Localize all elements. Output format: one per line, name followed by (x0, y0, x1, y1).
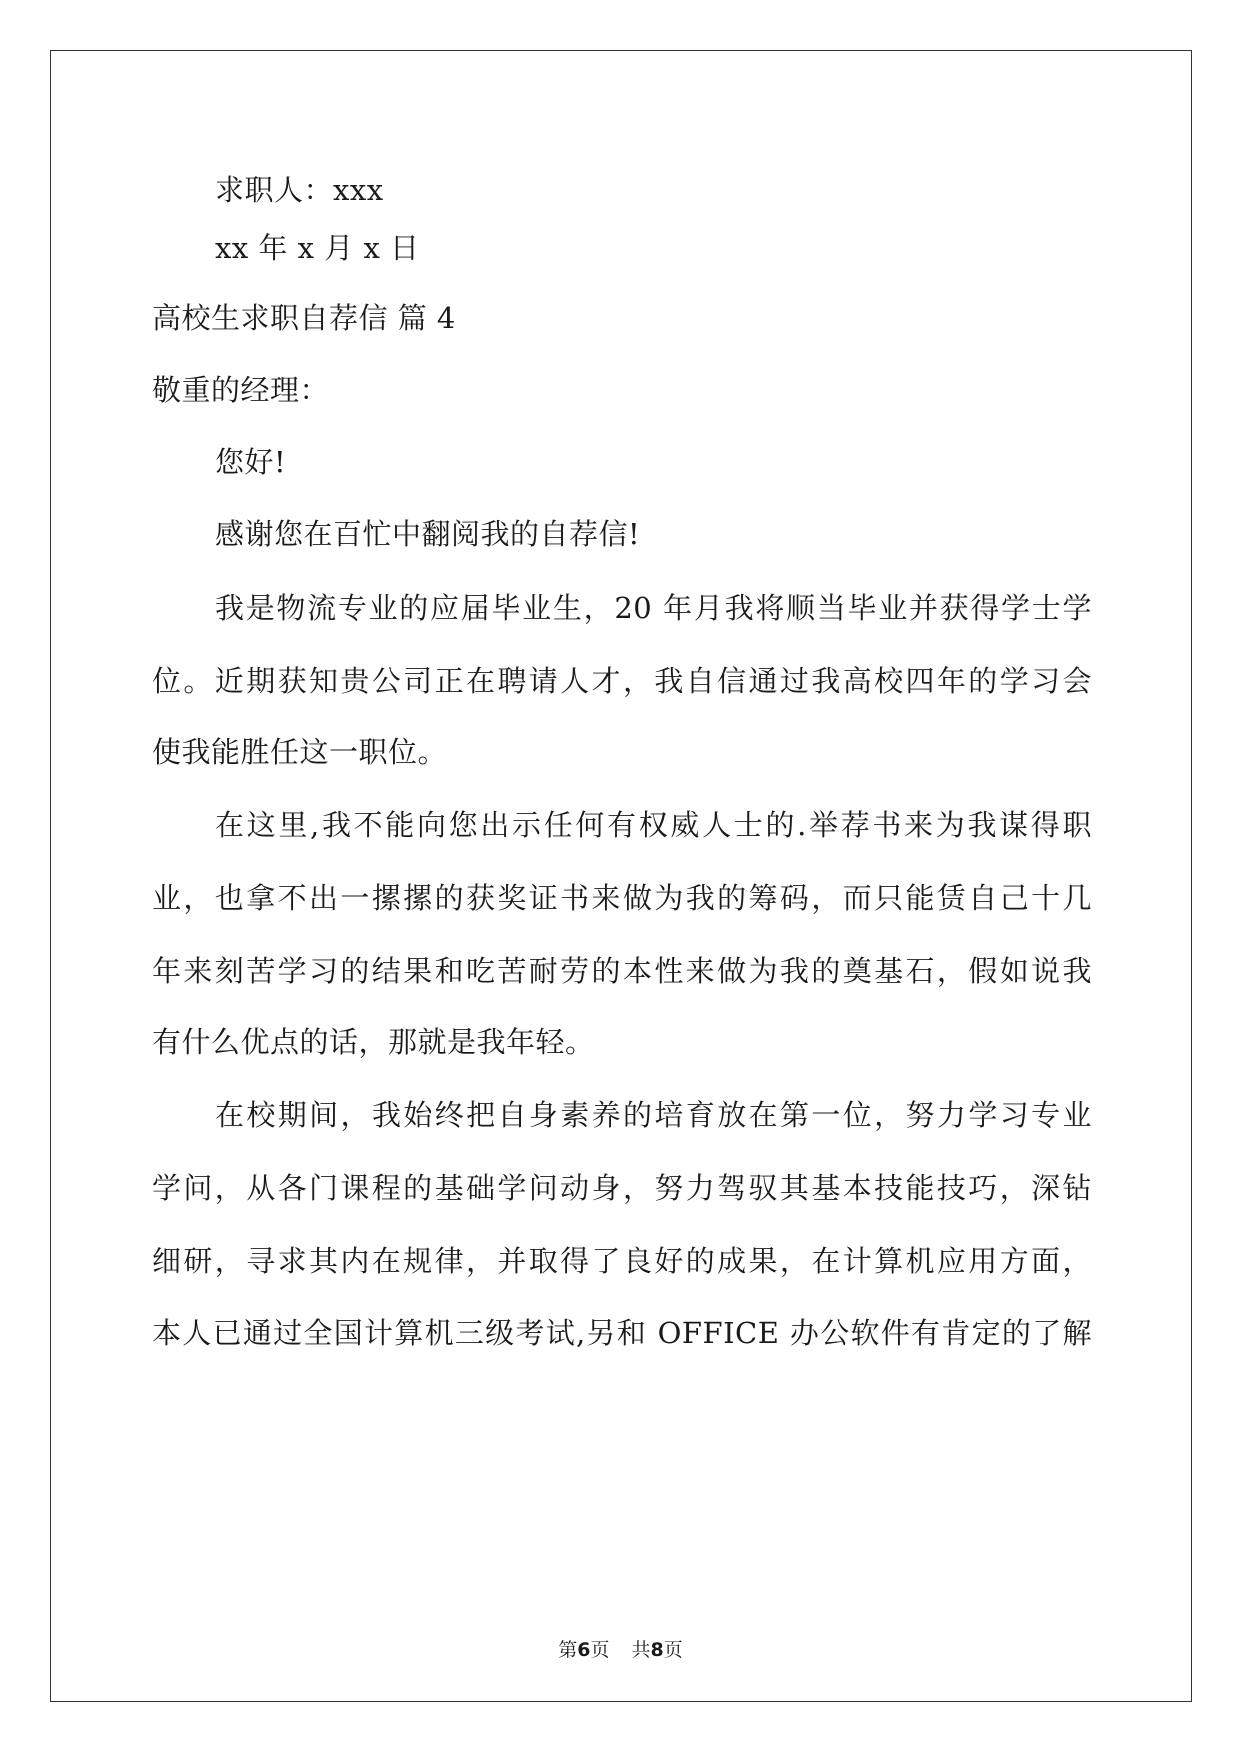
paragraph-2-line-3: 年来刻苦学习的结果和吃苦耐劳的本性来做为我的奠基石，假如说我 (152, 954, 1092, 988)
date-line: xx 年 x 月 x 日 (215, 231, 420, 265)
paragraph-1-line-3: 使我能胜任这一职位。 (152, 735, 448, 769)
paragraph-2-line-1: 在这里,我不能向您出示任何有权威人士的.举荐书来为我谋得职 (215, 808, 1092, 842)
page-footer (0, 1638, 1241, 1662)
salutation: 敬重的经理： (152, 373, 330, 407)
applicant-line: 求职人：xxx (215, 173, 384, 207)
page-current: 6 (577, 1639, 591, 1661)
paragraph-1-line-2: 位。近期获知贵公司正在聘请人才，我自信通过我高校四年的学习会 (152, 664, 1092, 698)
page-total: 8 (650, 1639, 664, 1661)
paragraph-3-line-2: 学问，从各门课程的基础学问动身，努力驾驭其基本技能技巧，深钻 (152, 1171, 1092, 1205)
total-prefix: 共 (631, 1639, 651, 1661)
paragraph-3-line-1: 在校期间，我始终把自身素养的培育放在第一位，努力学习专业 (215, 1098, 1092, 1132)
total-suffix: 页 (663, 1639, 683, 1661)
paragraph-3-line-3: 细研，寻求其内在规律，并取得了良好的成果，在计算机应用方面， (152, 1244, 1092, 1278)
paragraph-2-line-2: 业，也拿不出一摞摞的获奖证书来做为我的筹码，而只能赁自己十几 (152, 881, 1092, 915)
page-border (50, 50, 1192, 1702)
page-prefix: 第 (558, 1639, 578, 1661)
greeting: 您好! (215, 445, 287, 479)
paragraph-3-line-4: 本人已通过全国计算机三级考试,另和 OFFICE 办公软件有肯定的了解 (152, 1316, 1092, 1350)
paragraph-2-line-4: 有什么优点的话，那就是我年轻。 (152, 1025, 595, 1059)
paragraph-1-line-1: 我是物流专业的应届毕业生，20 年月我将顺当毕业并获得学士学 (215, 591, 1092, 625)
section-title: 高校生求职自荐信 篇 4 (152, 301, 456, 335)
page-suffix: 页 (590, 1639, 610, 1661)
thanks-line: 感谢您在百忙中翻阅我的自荐信! (215, 517, 641, 551)
